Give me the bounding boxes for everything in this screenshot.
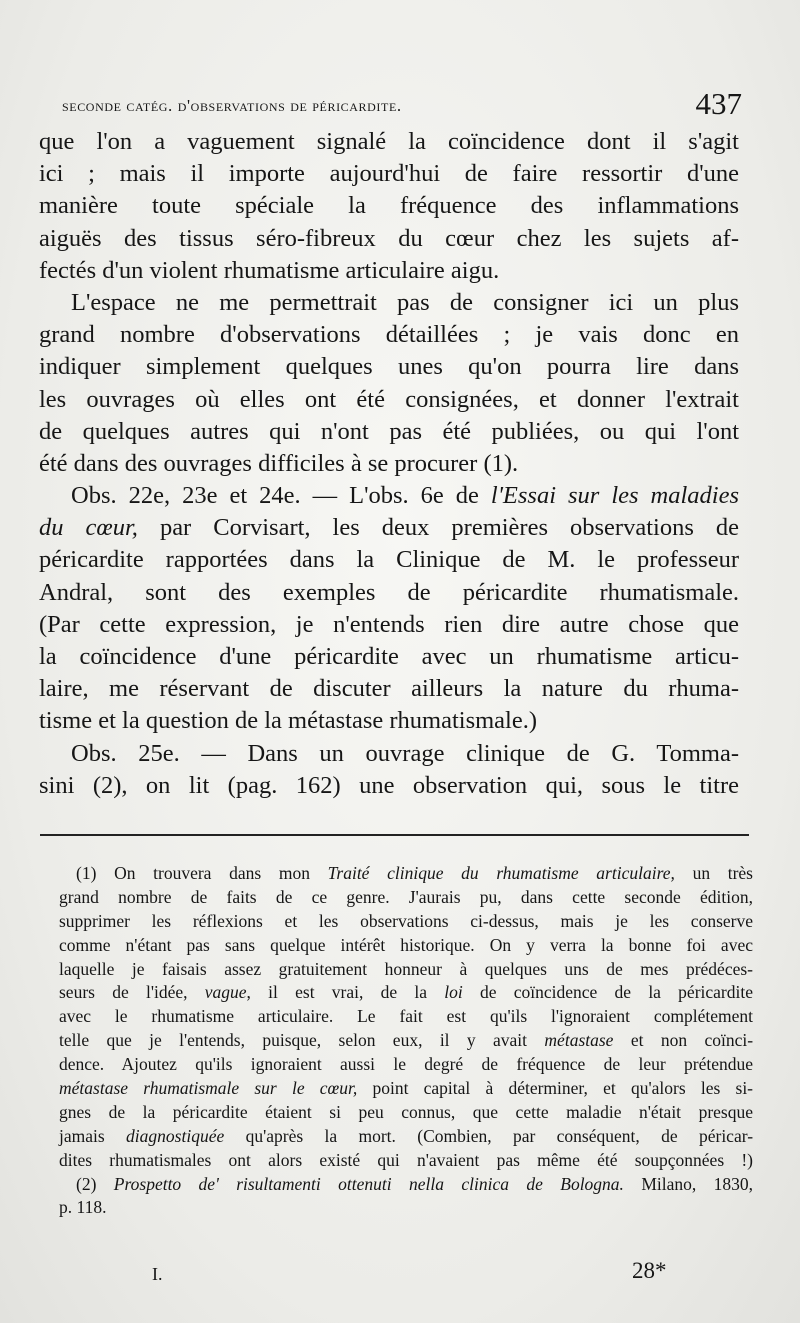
text-line: que l'on a vaguement signalé la coïncidence dont il s'agit <box>39 128 739 155</box>
page-number: 437 <box>695 86 742 121</box>
text-line: Obs. 25e. — Dans un ouvrage clinique de G. Tomma- <box>71 739 739 767</box>
text-line: L'espace ne me permettrait pas de consigner ici un plus <box>71 288 739 316</box>
text-segment: (2) <box>76 1173 97 1194</box>
text-line <box>39 512 739 544</box>
text-segment: de coïncidence de la péricardite <box>480 982 753 1003</box>
text-line: fectés d'un violent rhumatisme articulaire aigu. <box>39 256 500 284</box>
text-line: grand nombre d'observations détaillées ; je vais donc en <box>39 321 739 349</box>
footnote-line <box>59 1029 753 1053</box>
footnote-line <box>59 1173 753 1197</box>
emphasis: vague <box>204 982 247 1003</box>
text-segment: et non coïnci- <box>630 1030 754 1051</box>
text-line: la coïncidence d'une péricardite avec un rhumatisme articu- <box>39 643 739 670</box>
text-segment: Obs. 22e, 23e et 24e. — L'obs. 6e de <box>71 482 479 510</box>
page-header <box>62 86 742 126</box>
text-line: indiquer simplement quelques unes qu'on pourra lire dans <box>39 353 739 381</box>
text-segment: telle que je l'entends, puisque, selon eux, il y avait <box>59 1030 528 1051</box>
footnote-line <box>59 1125 753 1149</box>
text-line: tisme et la question de la métastase rhumatismale.) <box>39 707 538 735</box>
text-line: aiguës des tissus séro-fibreux du cœur chez les sujets af- <box>39 224 739 252</box>
emphasis: diagnostiquée <box>126 1125 225 1146</box>
text-segment: seurs de l'idée, <box>59 982 188 1003</box>
footnote-line: p. 118. <box>59 1197 107 1218</box>
footnote-line <box>59 1077 753 1101</box>
text-line: les ouvrages où elles ont été consignées, et donner l'extrait <box>39 385 739 413</box>
book-title: Prospetto de' risultamenti ottenuti nella clinica de Bologna. <box>113 1173 624 1194</box>
emphasis: métastase rhumatismale sur le cœur, <box>59 1078 358 1099</box>
emphasis: métastase <box>544 1030 614 1051</box>
footnote-line: dites rhumatismales ont alors existé qui n'avaient pas même été soupçonnées !) <box>59 1149 753 1170</box>
text-line: (Par cette expression, je n'entends rien dire autre chose que <box>39 610 739 638</box>
footnote-line: gnes de la péricardite étaient si peu connus, que cette maladie n'était presque <box>59 1101 753 1122</box>
footnote-line <box>59 862 753 886</box>
text-line: ici ; mais il importe aujourd'hui de faire ressortir d'une <box>39 160 739 188</box>
footnote-line: avec le rhumatisme articulaire. Le fait est qu'ils l'ignoraient complétement <box>59 1006 753 1027</box>
sheet-mark: 28* <box>632 1258 667 1283</box>
footnotes <box>59 862 753 1220</box>
footnote-divider <box>40 834 749 836</box>
running-head: seconde catég. d'observations de péricardite. <box>62 96 402 115</box>
text-line: laire, me réservant de discuter ailleurs la nature du rhuma- <box>39 675 739 703</box>
text-segment: jamais <box>59 1125 105 1146</box>
footnote-line: supprimer les réflexions et les observations ci-dessus, mais je les conserve <box>59 910 753 931</box>
text-segment: par Corvisart, les deux premières observations de <box>159 514 739 542</box>
book-title: l'Essai sur les maladies <box>490 482 740 510</box>
text-segment: un très <box>692 863 753 883</box>
footnote-line: laquelle je faisais assez gratuitement honneur à quelques uns de mes prédéces- <box>59 958 753 979</box>
footnote-line: grand nombre de faits de ce genre. J'aurais pu, dans cette seconde édition, <box>59 886 753 907</box>
text-line: sini (2), on lit (pag. 162) une observation qui, sous le titre <box>39 771 739 799</box>
text-segment: point capital à déterminer, et qu'alors les si- <box>372 1078 754 1099</box>
footnote-line: comme n'étant pas sans quelque intérêt historique. On y verra la bonne foi avec <box>59 934 753 955</box>
text-line: Andral, sont des exemples de péricardite rhumatismale. <box>39 578 739 606</box>
gathering-signature: I. <box>152 1264 163 1284</box>
text-line <box>39 480 739 512</box>
text-segment: qu'après la mort. (Combien, par conséquent, de péricar- <box>245 1125 754 1146</box>
main-text <box>39 126 739 802</box>
text-line: manière toute spéciale la fréquence des inflammations <box>39 192 739 220</box>
text-segment: (1) On trouvera dans mon <box>76 863 310 883</box>
text-segment: Milano, 1830, <box>641 1173 753 1194</box>
text-line: été dans des ouvrages difficiles à se procurer (1). <box>39 449 519 477</box>
footnote-line: dence. Ajoutez qu'ils ignoraient aussi le degré de fréquence de leur prétendue <box>59 1054 753 1075</box>
text-line: péricardite rapportées dans la Clinique de M. le professeur <box>39 546 739 574</box>
book-title: du cœur, <box>39 514 138 542</box>
text-line: de quelques autres qui n'ont pas été publiées, ou qui l'ont <box>39 417 739 445</box>
footnote-line <box>59 981 753 1005</box>
book-title: Traité clinique du rhumatisme articulaire, <box>327 863 675 883</box>
emphasis: loi <box>444 982 463 1003</box>
text-segment: , il est vrai, de la <box>246 982 428 1003</box>
